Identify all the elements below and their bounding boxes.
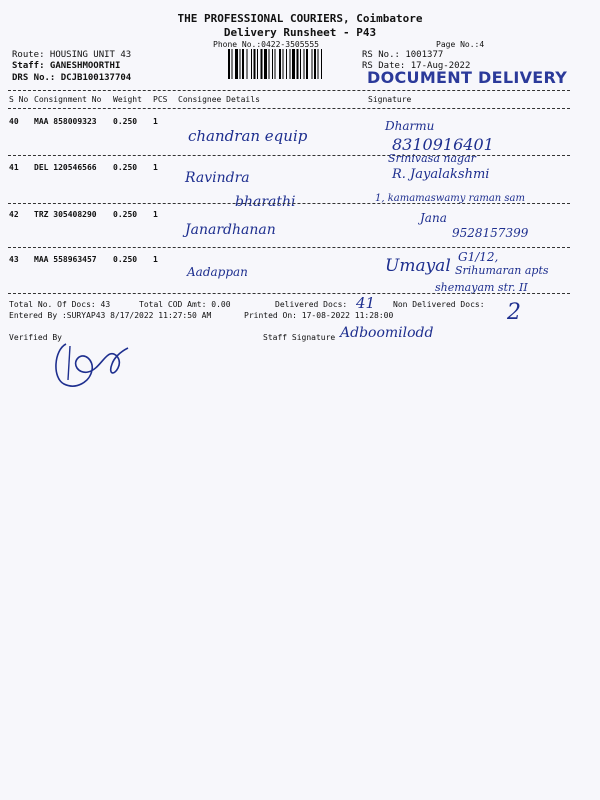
non-delivered-docs-label: Non Delivered Docs: — [393, 300, 485, 309]
verifier-signature — [48, 334, 138, 394]
signature-handwriting: Jana — [420, 211, 447, 225]
signature-handwriting: G1/12, — [458, 250, 499, 264]
delivered-docs-label: Delivered Docs: — [275, 300, 348, 309]
signature-phone: 8310916401 — [392, 135, 494, 154]
signature-handwriting: shemayam str. II — [435, 281, 528, 294]
table-row-pcs: 1 — [153, 163, 158, 172]
consignee-handwriting: Ravindra — [185, 170, 250, 186]
divider — [8, 90, 570, 91]
table-row-consignment: DEL 120546566 — [34, 163, 97, 172]
divider — [8, 293, 570, 294]
col-header-consignee: Consignee Details — [178, 95, 260, 104]
signature-handwriting: R. Jayalakshmi — [392, 167, 490, 182]
consignee-handwriting: chandran equip — [188, 127, 308, 145]
signature-phone: 9528157399 — [452, 226, 529, 240]
total-docs: Total No. Of Docs: 43 — [9, 300, 111, 309]
consignee-handwriting: Aadappan — [187, 265, 248, 279]
staff: Staff: GANESHMOORTHI — [12, 61, 121, 71]
table-row-pcs: 1 — [153, 210, 158, 219]
divider — [8, 247, 570, 248]
table-row-consignment: MAA 858009323 — [34, 117, 97, 126]
signature-handwriting: Srinivasa nagar — [388, 152, 476, 165]
signature-handwriting: Dharmu — [385, 119, 435, 133]
document-delivery-stamp: DOCUMENT DELIVERY — [367, 68, 568, 87]
col-header-signature: Signature — [368, 95, 412, 104]
table-row-sno: 41 — [9, 163, 19, 172]
col-header-consignment: Consignment No — [34, 95, 102, 104]
phone-number: Phone No.:0422-3505555 — [213, 40, 319, 49]
route: Route: HOUSING UNIT 43 — [12, 50, 132, 60]
non-delivered-docs-count: 2 — [507, 300, 521, 325]
rs-date: RS Date: 17-Aug-2022 — [362, 61, 471, 71]
table-row-weight: 0.250 — [113, 117, 138, 126]
signature-handwriting: Srihumaran apts — [455, 264, 549, 277]
entered-by: Entered By :SURYAP43 8/17/2022 11:27:50 AM — [9, 311, 212, 320]
table-row-consignment: TRZ 305408290 — [34, 210, 97, 219]
col-header-sno: S No — [9, 95, 29, 104]
col-header-weight: Weight — [113, 95, 142, 104]
verified-by-label: Verified By — [9, 333, 62, 342]
divider — [8, 108, 570, 109]
table-row-weight: 0.250 — [113, 163, 138, 172]
drs-number: DRS No.: DCJB100137704 — [12, 73, 132, 83]
total-cod: Total COD Amt: 0.00 — [139, 300, 231, 309]
signature-handwriting: 1, kamamaswamy raman sam — [375, 193, 525, 204]
runsheet-title: Delivery Runsheet - P43 — [223, 26, 377, 39]
staff-signature: Adboomilodd — [340, 325, 434, 341]
divider — [8, 155, 570, 156]
table-row-weight: 0.250 — [113, 210, 138, 219]
col-header-pcs: PCS — [153, 95, 168, 104]
consignee-handwriting: bharathi — [235, 194, 296, 210]
table-row-sno: 42 — [9, 210, 19, 219]
table-row-consignment: MAA 558963457 — [34, 255, 97, 264]
delivered-docs-count: 41 — [356, 294, 376, 312]
divider — [8, 203, 570, 204]
consignee-handwriting: Janardhanan — [185, 222, 276, 238]
table-row-sno: 40 — [9, 117, 19, 126]
table-row-weight: 0.250 — [113, 255, 138, 264]
rs-number: RS No.: 1001377 — [362, 50, 444, 60]
signature-handwriting: Umayal — [385, 256, 451, 276]
staff-signature-label: Staff Signature — [263, 333, 336, 342]
table-row-pcs: 1 — [153, 117, 158, 126]
barcode — [228, 49, 352, 79]
company-title: THE PROFESSIONAL COURIERS, Coimbatore — [177, 12, 423, 25]
printed-on: Printed On: 17-08-2022 11:28:00 — [244, 311, 394, 320]
table-row-sno: 43 — [9, 255, 19, 264]
table-row-pcs: 1 — [153, 255, 158, 264]
page-number: Page No.:4 — [436, 40, 485, 49]
